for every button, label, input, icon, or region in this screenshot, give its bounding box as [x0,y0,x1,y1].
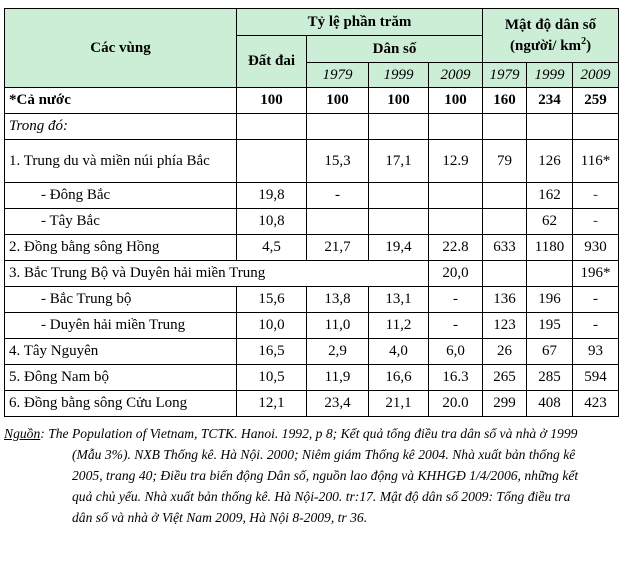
cell: 12,1 [237,391,307,417]
cell: 19,4 [369,235,429,261]
year-header: 2009 [573,63,619,88]
density-header [483,9,619,63]
density-unit-close: ) [586,37,592,54]
cell: 265 [483,365,527,391]
cell: 11,2 [369,313,429,339]
table-row [5,140,619,183]
cell: 15,6 [237,287,307,313]
table-row [5,313,619,339]
year-header: 1979 [307,63,369,88]
density-header-line1: Mật độ dân số [504,16,597,33]
cell: 1180 [527,235,573,261]
row-label: - Duyên hải miền Trung [5,313,237,339]
cell: - [429,287,483,313]
cell: 19,8 [237,183,307,209]
cell: 79 [483,140,527,183]
cell: 423 [573,391,619,417]
cell: 196* [573,261,619,287]
cell [527,261,573,287]
cell: 23,4 [307,391,369,417]
table-row [5,209,619,235]
percent-header: Tỷ lệ phần trăm [237,9,483,36]
cell: 26 [483,339,527,365]
cell: 408 [527,391,573,417]
cell: 100 [307,88,369,114]
cell: 21,1 [369,391,429,417]
cell: 100 [429,88,483,114]
cell: 259 [573,88,619,114]
cell: 2,9 [307,339,369,365]
table-row [5,261,619,287]
cell [307,114,369,140]
year-header: 2009 [429,63,483,88]
cell: - [573,313,619,339]
header-row-1 [5,9,619,36]
cell: 100 [369,88,429,114]
year-header: 1999 [527,63,573,88]
source-note [4,423,594,528]
cell: 100 [237,88,307,114]
table-row [5,114,619,140]
table-row [5,88,619,114]
cell: 15,3 [307,140,369,183]
cell: 285 [527,365,573,391]
cell: 16,5 [237,339,307,365]
cell: 594 [573,365,619,391]
cell: 13,1 [369,287,429,313]
cell: 10,5 [237,365,307,391]
cell [307,209,369,235]
year-header: 1979 [483,63,527,88]
row-label: - Đông Bắc [5,183,237,209]
cell [369,209,429,235]
cell [369,114,429,140]
row-label: 1. Trung du và miền núi phía Bắc [5,140,237,183]
cell [483,114,527,140]
cell: 136 [483,287,527,313]
cell: 20.0 [429,391,483,417]
source-text: : The Population of Vietnam, TCTK. Hanoi. 1992, p 8; Kết quả tổng điều tra dân số và nhà ở 1999 (Mẫu 3%). NXB Thống kê. Hà Nội. 2000; Niêm giám Thống kê 2004. Nhà xuất bản thống kê 2005, trang 40; Điều tra biến động Dân số, nguồn lao động và KHHGĐ 1/4/2006, những kết quả chủ yếu. Nhà xuất bản thống kê. Hà Nội-200. tr:17. Mật độ dân số 2009: Tổng điều tra dân số và nhà ở Việt Nam 2009, Hà Nội 8-2009, tr 36. [40,426,579,525]
cell: 11,0 [307,313,369,339]
table-row [5,339,619,365]
cell: 234 [527,88,573,114]
table-row [5,287,619,313]
density-header-line2 [487,36,614,55]
row-label: 5. Đông Nam bộ [5,365,237,391]
cell: 10,8 [237,209,307,235]
cell: 20,0 [429,261,483,287]
cell: 299 [483,391,527,417]
cell: 11,9 [307,365,369,391]
cell: - [573,183,619,209]
cell [483,209,527,235]
cell: 21,7 [307,235,369,261]
row-label: *Cả nước [5,88,237,114]
cell: 62 [527,209,573,235]
cell: 22.8 [429,235,483,261]
cell [429,209,483,235]
table-row [5,235,619,261]
cell: 123 [483,313,527,339]
cell [483,183,527,209]
density-unit: (người/ km [509,37,582,54]
cell: 16,6 [369,365,429,391]
cell: 17,1 [369,140,429,183]
cell: 196 [527,287,573,313]
cell: 4,5 [237,235,307,261]
cell: 93 [573,339,619,365]
row-label: Trong đó: [5,114,237,140]
cell [429,183,483,209]
cell [369,183,429,209]
row-label: - Bắc Trung bộ [5,287,237,313]
table-row [5,183,619,209]
cell: 195 [527,313,573,339]
cell [527,114,573,140]
cell: - [429,313,483,339]
table-row [5,365,619,391]
population-table-container [4,8,611,528]
row-label: 6. Đồng bằng sông Cửu Long [5,391,237,417]
cell: 160 [483,88,527,114]
cell: 930 [573,235,619,261]
cell: 162 [527,183,573,209]
population-header: Dân số [307,36,483,63]
cell [483,261,527,287]
row-label: 4. Tây Nguyên [5,339,237,365]
table-row [5,391,619,417]
row-label: - Tây Bắc [5,209,237,235]
cell: 6,0 [429,339,483,365]
cell [429,114,483,140]
cell: 12.9 [429,140,483,183]
cell [237,140,307,183]
cell: 13,8 [307,287,369,313]
cell: - [573,209,619,235]
cell: - [307,183,369,209]
cell: 67 [527,339,573,365]
cell: 10,0 [237,313,307,339]
row-label: 2. Đồng bằng sông Hồng [5,235,237,261]
cell: - [573,287,619,313]
density-unit-sup: 2 [581,35,587,47]
cell: 16.3 [429,365,483,391]
cell: 116* [573,140,619,183]
region-header: Các vùng [5,9,237,88]
row-label: 3. Bắc Trung Bộ và Duyên hải miền Trung [5,261,429,287]
land-header: Đất đai [237,36,307,88]
year-header: 1999 [369,63,429,88]
cell: 633 [483,235,527,261]
cell [573,114,619,140]
cell: 4,0 [369,339,429,365]
cell [237,114,307,140]
cell: 126 [527,140,573,183]
population-table [4,8,619,417]
source-label: Nguồn [4,426,41,441]
